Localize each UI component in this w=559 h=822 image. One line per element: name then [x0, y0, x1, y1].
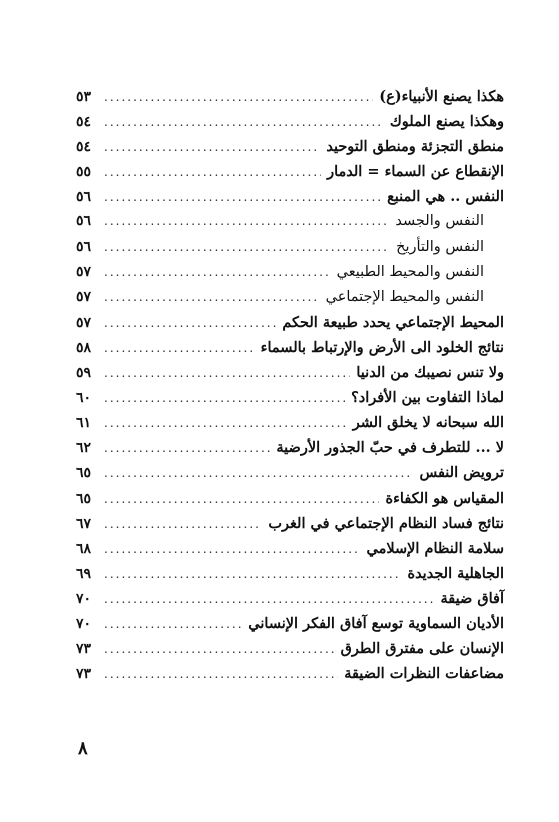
toc-entry	[76, 159, 504, 184]
toc-subentry	[76, 285, 504, 310]
dot-leader	[104, 135, 320, 160]
toc-entry-title: النفس والمحيط الطبيعي	[336, 263, 484, 280]
dot-leader	[104, 637, 335, 662]
toc-entry	[76, 536, 504, 561]
dot-leader	[104, 587, 435, 612]
toc-entry	[76, 661, 504, 686]
dot-leader	[104, 311, 276, 336]
toc-entry-page: ٥٧	[76, 314, 92, 331]
dot-leader	[104, 537, 360, 562]
toc-entry-page: ٥٩	[76, 365, 92, 382]
toc-entry-page: ٦٠	[76, 390, 92, 407]
toc-entry-page: ٧٣	[76, 666, 92, 683]
toc-entry-page: ٦٨	[76, 540, 92, 557]
toc-entry-title: الإنقطاع عن السماء = الدمار	[327, 163, 504, 181]
toc-entry-title: الأديان السماوية توسع آفاق الفكر الإنساني	[248, 614, 504, 632]
dot-leader	[104, 85, 373, 110]
toc-entry-page: ٥٣	[76, 89, 92, 105]
toc-entry-page: ٦٧	[76, 515, 92, 532]
toc-entry	[76, 561, 504, 586]
toc-entry-title: نتائج الخلود الى الأرض والإرتباط بالسماء	[260, 338, 504, 356]
toc-entry-page: ٧٠	[76, 590, 92, 607]
toc-entry-title: منطق التجزئة ومنطق التوحيد	[326, 138, 504, 156]
toc-entry-title: الإنسان على مفترق الطرق	[340, 640, 504, 658]
dot-leader	[104, 110, 384, 135]
toc-entry-page: ٥٦	[76, 189, 92, 206]
dot-leader	[104, 260, 331, 285]
toc-entry-page: ٦٥	[76, 465, 92, 482]
dot-leader	[104, 185, 381, 210]
dot-leader	[104, 487, 379, 512]
toc-entry-title: النفس .. هي المنبع	[387, 188, 504, 206]
dot-leader	[104, 209, 389, 234]
toc-entry-page: ٧٣	[76, 641, 92, 658]
dot-leader	[104, 160, 321, 185]
toc-subentry	[76, 209, 504, 234]
toc-entry	[76, 460, 504, 485]
toc-entry-title: المحيط الإجتماعي يحدد طبيعة الحكم	[282, 313, 504, 331]
toc-entry-page: ٥٤	[76, 139, 92, 156]
toc-entry	[76, 134, 504, 159]
toc-entry	[76, 310, 504, 335]
dot-leader	[104, 562, 401, 587]
toc-entry	[76, 486, 504, 511]
toc-entry-title: النفس والمحيط الإجتماعي	[325, 288, 484, 305]
toc-entry-title: ترويض النفس	[419, 464, 504, 482]
toc-entry	[76, 360, 504, 385]
toc-entry-title: سلامة النظام الإسلامي	[366, 539, 504, 557]
toc-entry	[76, 184, 504, 209]
dot-leader	[104, 285, 320, 310]
toc-entry-title: هكذا يصنع الأنبياء(ع)	[379, 88, 504, 105]
toc-entry-page: ٧٠	[76, 615, 92, 632]
toc-entry	[76, 611, 504, 636]
toc-subentry	[76, 235, 504, 260]
toc-entry-title: نتائج فساد النظام الإجتماعي في الغرب	[268, 514, 504, 532]
dot-leader	[104, 512, 262, 537]
toc-entry	[76, 410, 504, 435]
dot-leader	[104, 662, 338, 687]
toc-entry	[76, 84, 504, 109]
toc-entry-title: مضاعفات النظرات الضيقة	[344, 665, 504, 683]
toc-subentry	[76, 260, 504, 285]
toc-entry-page: ٥٥	[76, 164, 92, 181]
toc-entry	[76, 586, 504, 611]
toc-entry-title: ولا تنس نصيبك من الدنيا	[356, 364, 504, 382]
toc-entry-title: لماذا التفاوت بين الأفراد؟	[351, 389, 504, 407]
toc-entry-page: ٥٦	[76, 238, 92, 255]
toc-entry-page: ٥٧	[76, 263, 92, 280]
dot-leader	[104, 436, 270, 461]
toc-entry	[76, 511, 504, 536]
toc-entry-title: النفس والجسد	[395, 213, 484, 230]
dot-leader	[104, 235, 390, 260]
toc-entry-page: ٥٦	[76, 213, 92, 230]
toc-entry	[76, 435, 504, 460]
toc-entry-page: ٦٩	[76, 565, 92, 582]
page-number: ٨	[78, 738, 88, 759]
toc-entry	[76, 109, 504, 134]
toc-entry-title: آفاق ضيقة	[440, 589, 504, 607]
toc-entry-title: الله سبحانه لا يخلق الشر	[352, 414, 504, 432]
toc-entry-title: المقياس هو الكفاءة	[385, 489, 504, 507]
dot-leader	[104, 411, 347, 436]
table-of-contents	[76, 84, 504, 686]
toc-entry-title: وهكذا يصنع الملوك	[389, 113, 504, 131]
toc-entry-title: الجاهلية الجديدة	[407, 564, 504, 582]
toc-entry-page: ٥٤	[76, 114, 92, 131]
toc-entry-page: ٦١	[76, 415, 92, 432]
toc-entry-title: لا ... للتطرف في حبّ الجذور الأرضية	[276, 439, 504, 457]
dot-leader	[104, 336, 255, 361]
toc-entry	[76, 636, 504, 661]
toc-entry	[76, 335, 504, 360]
toc-entry-page: ٥٨	[76, 339, 92, 356]
dot-leader	[104, 461, 413, 486]
dot-leader	[104, 386, 345, 411]
dot-leader	[104, 361, 350, 386]
toc-entry-page: ٦٢	[76, 440, 92, 457]
dot-leader	[104, 612, 242, 637]
toc-entry-title: النفس والتأريخ	[396, 238, 484, 255]
toc-entry-page: ٥٧	[76, 288, 92, 305]
toc-entry	[76, 385, 504, 410]
toc-entry-page: ٦٥	[76, 490, 92, 507]
